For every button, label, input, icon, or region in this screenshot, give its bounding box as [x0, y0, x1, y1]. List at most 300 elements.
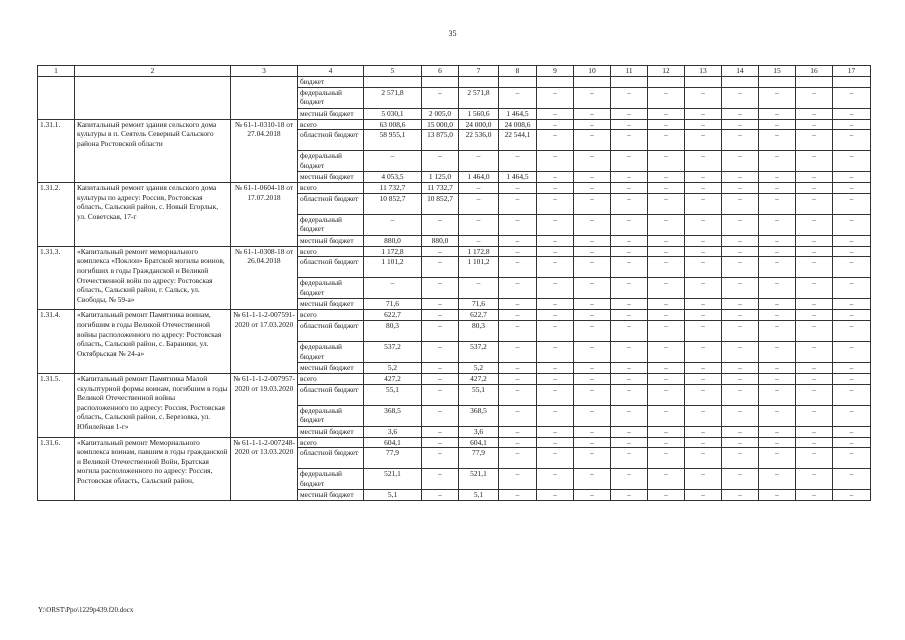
value-cell: –	[759, 278, 796, 299]
value-cell: –	[537, 341, 574, 362]
value-cell: –	[422, 405, 459, 426]
value-cell: 368,5	[459, 405, 499, 426]
value-cell: –	[796, 257, 833, 278]
value-cell: –	[722, 384, 759, 405]
value-cell: 11 732,7	[364, 183, 422, 194]
value-cell: –	[499, 214, 537, 235]
empty-cell	[75, 77, 231, 120]
value-cell: –	[574, 183, 611, 194]
value-cell: –	[499, 257, 537, 278]
budget-table	[37, 65, 871, 501]
value-cell: 1 101,2	[459, 257, 499, 278]
column-header: 14	[722, 66, 759, 77]
value-cell: –	[759, 214, 796, 235]
value-cell: –	[722, 437, 759, 448]
column-header: 8	[499, 66, 537, 77]
value-cell: –	[759, 362, 796, 373]
value-cell: –	[759, 130, 796, 151]
value-cell: –	[459, 183, 499, 194]
value-cell: –	[499, 384, 537, 405]
page-number: 35	[448, 29, 457, 38]
value-cell: –	[611, 490, 648, 501]
value-cell: –	[796, 130, 833, 151]
object-name: «Капитальный ремонт Памятника Малой скульптурной формы воинам, погибшим в годы Великой Отечественной войны расположенного по адресу: Россия, Ростовская область, Сальский район, с. Березовка, ул. Юбилейная 1-г»	[75, 373, 231, 437]
value-cell: –	[833, 246, 871, 257]
column-header: 13	[685, 66, 722, 77]
value-cell: –	[796, 490, 833, 501]
value-cell: –	[611, 119, 648, 130]
value-cell: 10 852,7	[364, 193, 422, 214]
value-cell: 71,6	[459, 299, 499, 310]
value-cell: 427,2	[459, 373, 499, 384]
value-cell: –	[574, 246, 611, 257]
value-cell: –	[759, 246, 796, 257]
value-cell: –	[722, 469, 759, 490]
value-cell: –	[685, 320, 722, 341]
value-cell: –	[796, 320, 833, 341]
value-cell: 2 571,8	[364, 87, 422, 108]
value-cell: –	[833, 320, 871, 341]
value-cell: –	[833, 257, 871, 278]
value-cell: –	[537, 384, 574, 405]
value-cell: –	[685, 384, 722, 405]
value-cell: –	[722, 172, 759, 183]
object-name: «Капитальный ремонт Памятника воинам, погибшим в годы Великой Отечественной войны расположенного по адресу: Ростовская область, Сальский район, с. Бараники, ул. Октябрьская № 24-а»	[75, 310, 231, 374]
value-cell	[759, 77, 796, 88]
funding-source: местный бюджет	[298, 362, 364, 373]
value-cell: –	[685, 172, 722, 183]
value-cell: 1 101,2	[364, 257, 422, 278]
value-cell: –	[759, 384, 796, 405]
value-cell: 24 008,6	[499, 119, 537, 130]
value-cell: –	[685, 183, 722, 194]
value-cell: –	[685, 490, 722, 501]
value-cell: –	[722, 87, 759, 108]
value-cell: –	[759, 119, 796, 130]
value-cell: –	[611, 320, 648, 341]
value-cell: –	[648, 87, 685, 108]
value-cell: –	[648, 448, 685, 469]
value-cell: –	[796, 172, 833, 183]
value-cell: –	[759, 193, 796, 214]
value-cell: –	[499, 278, 537, 299]
value-cell: 58 955,1	[364, 130, 422, 151]
value-cell: –	[422, 320, 459, 341]
value-cell: –	[796, 183, 833, 194]
value-cell: –	[499, 310, 537, 321]
object-name: «Капитальный ремонт мемориального комплекса «Поклон» Братской могилы воинов, погибших в годы Гражданской и Великой Отечественной войн по адресу: Ростовская область, Сальский район, г. Сальск, ул. Свободы, № 59-а»	[75, 246, 231, 310]
value-cell: –	[648, 341, 685, 362]
funding-source: федеральный бюджет	[298, 151, 364, 172]
value-cell: –	[759, 490, 796, 501]
value-cell: –	[796, 119, 833, 130]
value-cell: 880,0	[422, 235, 459, 246]
value-cell: 1 172,8	[364, 246, 422, 257]
value-cell: –	[499, 490, 537, 501]
value-cell: –	[611, 310, 648, 321]
funding-source: федеральный бюджет	[298, 214, 364, 235]
value-cell: –	[574, 299, 611, 310]
funding-source: бюджет	[298, 77, 364, 88]
value-cell: –	[611, 130, 648, 151]
empty-cell	[38, 77, 75, 120]
value-cell: 63 008,6	[364, 119, 422, 130]
value-cell: –	[722, 362, 759, 373]
value-cell: –	[364, 151, 422, 172]
value-cell: –	[422, 151, 459, 172]
funding-source: всего	[298, 437, 364, 448]
funding-source: федеральный бюджет	[298, 87, 364, 108]
value-cell: –	[796, 193, 833, 214]
table-row	[38, 77, 871, 88]
object-name: Капитальный ремонт здания сельского дома культуры в п. Сеятель Северный Сальского района Ростовской области	[75, 119, 231, 183]
table-row	[38, 119, 871, 130]
expertise-document: № 61-1-0604-18 от 17.07.2018	[231, 183, 298, 247]
value-cell: –	[648, 405, 685, 426]
value-cell: –	[611, 87, 648, 108]
value-cell: –	[796, 384, 833, 405]
value-cell	[648, 77, 685, 88]
funding-source: федеральный бюджет	[298, 405, 364, 426]
value-cell: –	[499, 341, 537, 362]
value-cell: –	[574, 437, 611, 448]
value-cell: –	[499, 193, 537, 214]
funding-source: местный бюджет	[298, 108, 364, 119]
value-cell: 10 852,7	[422, 193, 459, 214]
value-cell	[537, 77, 574, 88]
value-cell: 71,6	[364, 299, 422, 310]
funding-source: областной бюджет	[298, 448, 364, 469]
value-cell: –	[499, 448, 537, 469]
value-cell: –	[648, 362, 685, 373]
value-cell: –	[422, 87, 459, 108]
funding-source: местный бюджет	[298, 172, 364, 183]
value-cell: –	[796, 214, 833, 235]
value-cell: 2 571,8	[459, 87, 499, 108]
value-cell: 2 005,0	[422, 108, 459, 119]
value-cell	[685, 77, 722, 88]
value-cell: –	[574, 320, 611, 341]
value-cell: –	[722, 448, 759, 469]
value-cell: –	[833, 384, 871, 405]
value-cell: 622,7	[364, 310, 422, 321]
value-cell: 537,2	[364, 341, 422, 362]
value-cell: –	[422, 469, 459, 490]
value-cell: –	[833, 448, 871, 469]
value-cell: –	[574, 235, 611, 246]
value-cell: –	[833, 278, 871, 299]
value-cell: –	[422, 437, 459, 448]
value-cell: –	[722, 373, 759, 384]
column-header: 3	[231, 66, 298, 77]
value-cell: –	[759, 469, 796, 490]
value-cell: –	[759, 183, 796, 194]
value-cell: –	[611, 405, 648, 426]
value-cell: –	[574, 151, 611, 172]
value-cell: –	[537, 437, 574, 448]
value-cell: –	[611, 183, 648, 194]
value-cell: –	[537, 183, 574, 194]
value-cell: –	[574, 278, 611, 299]
footer-file-path: Y:\ORST\Ppo\1229p439.f20.docx	[38, 606, 134, 614]
item-number: 1.31.2.	[38, 183, 75, 247]
value-cell: –	[759, 405, 796, 426]
funding-source: областной бюджет	[298, 257, 364, 278]
value-cell: 5,1	[459, 490, 499, 501]
value-cell: –	[796, 151, 833, 172]
value-cell: –	[833, 151, 871, 172]
funding-source: местный бюджет	[298, 426, 364, 437]
value-cell: –	[796, 405, 833, 426]
value-cell: –	[648, 299, 685, 310]
table-row	[38, 183, 871, 194]
funding-source: всего	[298, 246, 364, 257]
value-cell: –	[722, 183, 759, 194]
value-cell: –	[574, 384, 611, 405]
value-cell: –	[759, 151, 796, 172]
column-header: 12	[648, 66, 685, 77]
value-cell: –	[833, 426, 871, 437]
value-cell: –	[759, 299, 796, 310]
funding-source: областной бюджет	[298, 384, 364, 405]
value-cell: –	[833, 172, 871, 183]
value-cell	[574, 77, 611, 88]
value-cell: –	[648, 257, 685, 278]
value-cell: –	[648, 373, 685, 384]
value-cell: –	[833, 437, 871, 448]
value-cell	[833, 77, 871, 88]
value-cell: –	[833, 373, 871, 384]
value-cell: 5,1	[364, 490, 422, 501]
value-cell: –	[833, 183, 871, 194]
expertise-document: № 61-1-0308-18 от 26.04.2018	[231, 246, 298, 310]
value-cell: –	[685, 119, 722, 130]
funding-source: федеральный бюджет	[298, 341, 364, 362]
value-cell: –	[833, 214, 871, 235]
value-cell: 1 464,0	[459, 172, 499, 183]
value-cell: –	[685, 151, 722, 172]
value-cell: –	[537, 278, 574, 299]
item-number: 1.31.1.	[38, 119, 75, 183]
value-cell: –	[499, 362, 537, 373]
value-cell: –	[499, 183, 537, 194]
value-cell: –	[648, 151, 685, 172]
value-cell: –	[833, 310, 871, 321]
value-cell: –	[611, 426, 648, 437]
column-header: 1	[38, 66, 75, 77]
value-cell: –	[685, 469, 722, 490]
value-cell: –	[722, 299, 759, 310]
value-cell: –	[722, 193, 759, 214]
funding-source: федеральный бюджет	[298, 469, 364, 490]
value-cell: –	[574, 108, 611, 119]
value-cell: 55,1	[364, 384, 422, 405]
value-cell: –	[648, 437, 685, 448]
value-cell: –	[685, 278, 722, 299]
value-cell: –	[759, 320, 796, 341]
value-cell: –	[611, 341, 648, 362]
table-row	[38, 373, 871, 384]
value-cell: –	[833, 469, 871, 490]
value-cell: –	[537, 108, 574, 119]
column-header: 11	[611, 66, 648, 77]
value-cell: –	[759, 257, 796, 278]
value-cell: –	[796, 299, 833, 310]
value-cell: –	[422, 448, 459, 469]
value-cell: –	[422, 341, 459, 362]
value-cell: –	[796, 341, 833, 362]
value-cell: –	[574, 119, 611, 130]
value-cell: –	[796, 310, 833, 321]
value-cell: –	[722, 278, 759, 299]
value-cell: –	[759, 341, 796, 362]
value-cell: –	[537, 490, 574, 501]
value-cell	[722, 77, 759, 88]
value-cell: 1 125,0	[422, 172, 459, 183]
value-cell: –	[537, 87, 574, 108]
value-cell: –	[685, 299, 722, 310]
value-cell: 368,5	[364, 405, 422, 426]
value-cell: –	[685, 246, 722, 257]
value-cell: –	[796, 278, 833, 299]
value-cell: –	[574, 257, 611, 278]
value-cell: –	[537, 373, 574, 384]
value-cell: –	[574, 469, 611, 490]
value-cell: –	[685, 108, 722, 119]
value-cell: –	[422, 299, 459, 310]
value-cell: –	[722, 214, 759, 235]
value-cell: –	[459, 214, 499, 235]
value-cell: –	[648, 183, 685, 194]
value-cell: –	[796, 448, 833, 469]
value-cell: –	[685, 87, 722, 108]
value-cell: –	[759, 172, 796, 183]
table-row	[38, 246, 871, 257]
value-cell: –	[499, 246, 537, 257]
value-cell: –	[611, 246, 648, 257]
value-cell: –	[537, 405, 574, 426]
funding-source: всего	[298, 119, 364, 130]
value-cell: –	[796, 426, 833, 437]
value-cell: 622,7	[459, 310, 499, 321]
value-cell: –	[833, 119, 871, 130]
value-cell: –	[648, 310, 685, 321]
column-header: 17	[833, 66, 871, 77]
table-row	[38, 310, 871, 321]
value-cell: –	[685, 373, 722, 384]
value-cell: –	[648, 119, 685, 130]
value-cell: –	[648, 108, 685, 119]
value-cell: –	[364, 278, 422, 299]
funding-source: всего	[298, 373, 364, 384]
value-cell: –	[499, 320, 537, 341]
value-cell: –	[796, 246, 833, 257]
item-number: 1.31.5.	[38, 373, 75, 437]
expertise-document: № 61-1-0310-18 от 27.04.2018	[231, 119, 298, 183]
value-cell: –	[722, 310, 759, 321]
value-cell: –	[574, 426, 611, 437]
value-cell: –	[833, 341, 871, 362]
value-cell: –	[722, 405, 759, 426]
value-cell: –	[648, 246, 685, 257]
column-header: 16	[796, 66, 833, 77]
value-cell: –	[537, 320, 574, 341]
value-cell: 3,6	[459, 426, 499, 437]
value-cell: –	[722, 426, 759, 437]
object-name: Капитальный ремонт здания сельского дома культуры по адресу: Россия, Ростовская область, Сальский район, с. Новый Егорлык, ул. Советская, 17-г	[75, 183, 231, 247]
value-cell: –	[611, 172, 648, 183]
value-cell: –	[499, 469, 537, 490]
value-cell: 5 030,1	[364, 108, 422, 119]
value-cell: –	[759, 310, 796, 321]
funding-source: областной бюджет	[298, 320, 364, 341]
value-cell	[499, 77, 537, 88]
value-cell: –	[574, 172, 611, 183]
value-cell: 15 000,0	[422, 119, 459, 130]
value-cell: –	[648, 214, 685, 235]
value-cell: 1 172,8	[459, 246, 499, 257]
value-cell: 880,0	[364, 235, 422, 246]
value-cell: –	[722, 130, 759, 151]
value-cell: –	[685, 362, 722, 373]
value-cell: –	[611, 214, 648, 235]
value-cell: –	[833, 362, 871, 373]
column-header: 4	[298, 66, 364, 77]
value-cell: –	[611, 448, 648, 469]
value-cell: –	[722, 257, 759, 278]
value-cell: –	[422, 384, 459, 405]
column-header: 10	[574, 66, 611, 77]
value-cell	[796, 77, 833, 88]
value-cell: –	[722, 320, 759, 341]
value-cell: –	[648, 469, 685, 490]
funding-source: местный бюджет	[298, 235, 364, 246]
value-cell: 24 000,0	[459, 119, 499, 130]
value-cell: –	[499, 426, 537, 437]
value-cell: –	[833, 130, 871, 151]
value-cell: –	[833, 299, 871, 310]
value-cell: –	[722, 151, 759, 172]
value-cell: –	[759, 448, 796, 469]
funding-source: федеральный бюджет	[298, 278, 364, 299]
value-cell: –	[648, 193, 685, 214]
object-name: «Капитальный ремонт Мемориального комплекса воинам, павшим в годы гражданской и Великой Отечественной Войн, Братская могила расположенного по адресу: Россия, Ростовская область, Сальский район,	[75, 437, 231, 501]
value-cell: –	[685, 405, 722, 426]
value-cell: –	[574, 448, 611, 469]
value-cell: 521,1	[459, 469, 499, 490]
column-header: 7	[459, 66, 499, 77]
value-cell: –	[796, 437, 833, 448]
value-cell: –	[722, 246, 759, 257]
column-header: 9	[537, 66, 574, 77]
value-cell: –	[574, 193, 611, 214]
value-cell: –	[796, 469, 833, 490]
funding-source: областной бюджет	[298, 130, 364, 151]
value-cell: –	[574, 310, 611, 321]
value-cell: –	[759, 437, 796, 448]
value-cell: 80,3	[364, 320, 422, 341]
value-cell: –	[611, 193, 648, 214]
value-cell: –	[796, 373, 833, 384]
column-header: 6	[422, 66, 459, 77]
value-cell: 77,9	[364, 448, 422, 469]
value-cell: –	[833, 490, 871, 501]
value-cell: 1 464,5	[499, 108, 537, 119]
value-cell: –	[611, 257, 648, 278]
value-cell: –	[611, 278, 648, 299]
value-cell: –	[611, 299, 648, 310]
value-cell: –	[537, 214, 574, 235]
